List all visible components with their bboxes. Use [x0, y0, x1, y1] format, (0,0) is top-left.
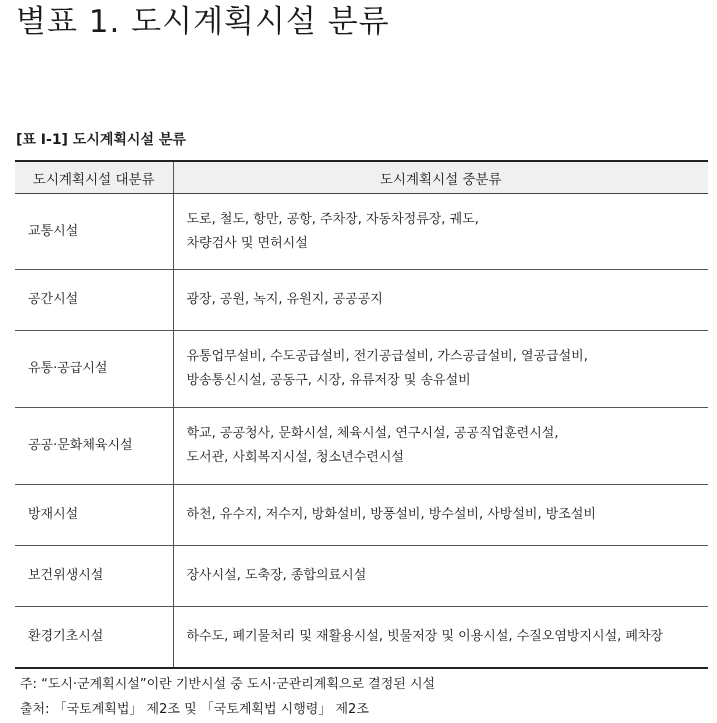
- minor-category-cell: [173, 607, 708, 668]
- minor-category-line: 장사시설, 도축장, 종합의료시설: [186, 568, 367, 583]
- table-caption: [표 Ⅰ-1] 도시계획시설 분류: [16, 132, 186, 148]
- page-title: 별표 1. 도시계획시설 분류: [16, 4, 390, 40]
- minor-category-cell: [173, 485, 708, 546]
- minor-category-cell: [173, 331, 708, 408]
- table-source: 출처: 「국토계획법」 제2조 및 「국토계획법 시행령」 제2조: [20, 702, 369, 717]
- table-header-row: [15, 161, 708, 194]
- minor-category-line: 하천, 유수지, 저수지, 방화설비, 방풍설비, 방수설비, 사방설비, 방조설비: [186, 507, 596, 522]
- minor-category-line: 도로, 철도, 항만, 공항, 주차장, 자동차정류장, 궤도,: [186, 211, 479, 227]
- header-major-category: 도시계획시설 대분류: [15, 161, 173, 194]
- major-category-cell: 교통시설: [15, 194, 173, 270]
- minor-category-line: 도서관, 사회복지시설, 청소년수련시설: [186, 450, 404, 465]
- major-category-cell: 보건위생시설: [15, 546, 173, 607]
- table-header: [15, 161, 708, 194]
- minor-category-line: 하수도, 폐기물처리 및 재활용시설, 빗물저장 및 이용시설, 수질오염방지시설, 폐차장: [186, 628, 664, 644]
- minor-category-cell: [173, 194, 708, 270]
- classification-table: [15, 160, 708, 669]
- major-category-cell: 공간시설: [15, 270, 173, 331]
- table-row: [15, 270, 708, 331]
- minor-category-line: 유통업무설비, 수도공급설비, 전기공급설비, 가스공급설비, 열공급설비,: [186, 349, 588, 364]
- table-row: [15, 194, 708, 270]
- table-row: [15, 546, 708, 607]
- table-row: [15, 331, 708, 408]
- table-row: [15, 408, 708, 485]
- minor-category-line: 학교, 공공청사, 문화시설, 체육시설, 연구시설, 공공직업훈련시설,: [186, 426, 559, 441]
- table-note: 주: “도시·군계획시설”이란 기반시설 중 도시·군관리계획으로 결정된 시설: [20, 677, 436, 692]
- minor-category-line: 방송통신시설, 공동구, 시장, 유류저장 및 송유설비: [186, 373, 471, 388]
- major-category-cell: 공공·문화체육시설: [15, 408, 173, 485]
- table-row: [15, 607, 708, 668]
- major-category-cell: 유통·공급시설: [15, 331, 173, 408]
- minor-category-line: 광장, 공원, 녹지, 유원지, 공공공지: [186, 292, 383, 307]
- minor-category-cell: [173, 408, 708, 485]
- table-body: [15, 194, 708, 668]
- header-minor-category: 도시계획시설 중분류: [173, 161, 708, 194]
- minor-category-cell: [173, 270, 708, 331]
- minor-category-cell: [173, 546, 708, 607]
- table-row: [15, 485, 708, 546]
- major-category-cell: 환경기초시설: [15, 607, 173, 668]
- major-category-cell: 방재시설: [15, 485, 173, 546]
- minor-category-line: 차량검사 및 면허시설: [186, 235, 308, 251]
